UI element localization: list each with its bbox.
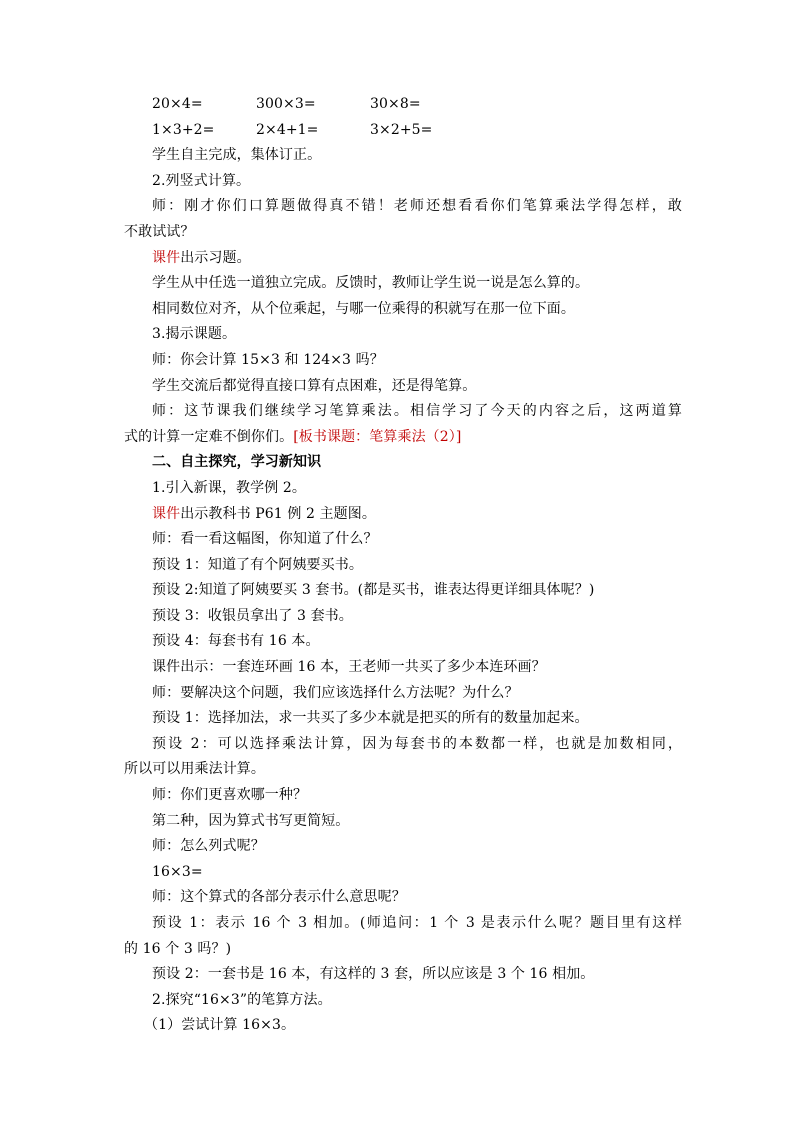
paragraph-line: 预设 1：表示 16 个 3 相加。(师追问：1 个 3 是表示什么呢？题目里有这样 <box>152 915 682 931</box>
section-heading: 二、自主探究，学习新知识 <box>152 454 322 471</box>
board-title-note: [板书课题：笔算乘法（2）] <box>293 428 462 445</box>
paragraph-line: 师：这节课我们继续学习笔算乘法。相信学习了今天的内容之后，这两道算 <box>152 403 682 420</box>
paragraph-line: 预设 4：每套书有 16 本。 <box>152 633 320 650</box>
courseware-label: 课件 <box>152 249 181 266</box>
paragraph-line: 所以可以用乘法计算。 <box>124 761 265 778</box>
section-item: 2.探究“16×3”的笔算方法。 <box>152 991 332 1008</box>
paragraph-line: 师：刚才你们口算题做得真不错！老师还想看看你们笔算乘法学得怎样，敢 <box>152 198 682 215</box>
paragraph-line: 学生自主完成，集体订正。 <box>152 147 322 164</box>
courseware-label: 课件 <box>152 505 181 522</box>
paragraph-line: 预设 1：选择加法，求一共买了多少本就是把买的所有的数量加起来。 <box>152 710 589 727</box>
exercise: 20×4= <box>152 96 203 112</box>
exercise-row-1 <box>124 92 682 118</box>
paragraph-line: 学生交流后都觉得直接口算有点困难，还是得笔算。 <box>152 377 477 394</box>
paragraph-line: 预设 3：收银员拿出了 3 套书。 <box>152 607 353 624</box>
paragraph-line: 学生从中任选一道独立完成。反馈时，教师让学生说一说是怎么算的。 <box>152 275 590 292</box>
paragraph-line: 预设 2：一套书是 16 本，有这样的 3 套，所以应该是 3 个 16 相加。 <box>152 966 595 983</box>
paragraph-line: 师：怎么列式呢？ <box>152 838 265 855</box>
sub-item: （1）尝试计算 16×3。 <box>144 1017 296 1034</box>
section-item: 3.揭示课题。 <box>152 326 237 343</box>
paragraph-text: 出示习题。 <box>180 249 251 266</box>
paragraph-line <box>124 246 682 272</box>
exercise: 1×3+2= <box>152 121 215 138</box>
exercise: 2×4+1= <box>256 121 319 138</box>
paragraph-line: 预设 1：知道了有个阿姨要买书。 <box>152 556 363 573</box>
paragraph-line <box>124 425 682 451</box>
paragraph-text: 出示教科书 P61 例 2 主题图。 <box>180 505 376 522</box>
paragraph-line: 预设 2：可以选择乘法计算，因为每套书的本数都一样，也就是加数相同， <box>152 735 682 752</box>
paragraph-line: 师：要解决这个问题，我们应该选择什么方法呢？为什么？ <box>152 684 519 701</box>
exercise: 300×3= <box>256 96 316 112</box>
paragraph-line: 16×3= <box>152 863 203 880</box>
exercise: 3×2+5= <box>370 121 433 138</box>
paragraph-line: 第二种，因为算式书写更简短。 <box>152 812 350 829</box>
document-body <box>124 92 682 1039</box>
paragraph-line: 预设 2:知道了阿姨要买 3 套书。(都是买书，谁表达得更详细具体呢？) <box>152 582 595 599</box>
section-item: 2.列竖式计算。 <box>152 172 251 189</box>
paragraph-line: 相同数位对齐，从个位乘起，与哪一位乘得的积就写在那一位下面。 <box>152 300 575 317</box>
exercise: 30×8= <box>370 96 421 112</box>
paragraph-line: 的 16 个 3 吗？) <box>124 940 232 957</box>
paragraph-text: 式的计算一定难不倒你们。 <box>124 428 294 445</box>
section-item: 1.引入新课，教学例 2。 <box>152 479 307 496</box>
paragraph-line <box>124 502 682 528</box>
paragraph-line: 课件出示：一套连环画 16 本，王老师一共买了多少本连环画？ <box>152 659 546 676</box>
paragraph-line: 师：这个算式的各部分表示什么意思呢？ <box>152 889 406 906</box>
paragraph-line: 师：你会计算 15×3 和 124×3 吗？ <box>152 351 384 368</box>
paragraph-line: 不敢试试？ <box>124 223 195 240</box>
paragraph-line: 师：你们更喜欢哪一种？ <box>152 787 308 804</box>
paragraph-line: 师：看一看这幅图，你知道了什么？ <box>152 531 378 548</box>
exercise-row-2 <box>124 118 682 144</box>
